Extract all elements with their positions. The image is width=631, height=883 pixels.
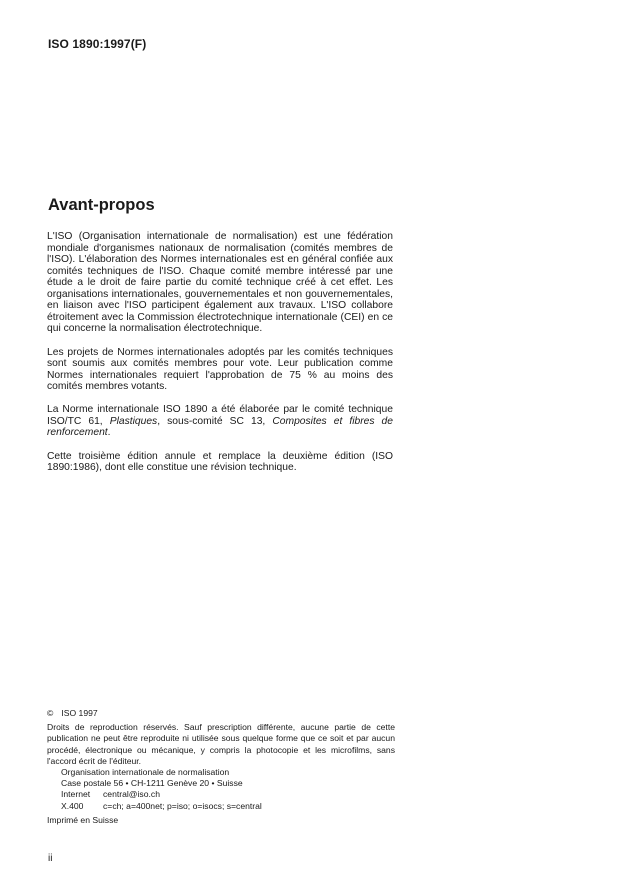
publisher-address [61, 767, 395, 812]
subcommittee-name: Composites et fibres de renforcement [47, 415, 393, 439]
copyright-icon: © [47, 708, 54, 718]
page-number: ii [48, 853, 53, 864]
printed-location: Imprimé en Suisse [47, 814, 119, 825]
paragraph-iso-description: L'ISO (Organisation internationale de normalisation) est une fédération mondiale d'organismes nationaux de normalisation (comités membres de l'ISO). L'élaboration des Normes internationales est en général confiée aux comités techniques de l'ISO. Chaque comité membre intéressé par une étude a le droit de faire partie du comité technique créé à cet effet. Les organisations internationales, gouvernementales et non gouvernementales, en liaison avec l'ISO participent également aux travaux. L'ISO collabore étroitement avec la Commission électrotechnique internationale (CEI) en ce qui concerne la normalisation électrotechnique. [47, 231, 393, 335]
internet-value: central@iso.ch [103, 789, 160, 800]
copyright-line [47, 708, 395, 719]
x400-value: c=ch; a=400net; p=iso; o=isocs; s=central [103, 800, 262, 811]
publisher-name: Organisation internationale de normalisation [61, 767, 230, 778]
committee-text-2: , sous-comité SC 13, [157, 415, 273, 427]
paragraph-committee [47, 404, 393, 439]
document-header-id: ISO 1890:1997(F) [48, 37, 147, 51]
foreword-body [47, 231, 393, 474]
internet-label: Internet [61, 789, 91, 800]
x400-label: X.400 [61, 800, 84, 811]
section-title: Avant-propos [48, 196, 155, 214]
copyright-year: ISO 1997 [61, 708, 98, 718]
committee-name-plastics: Plastiques [109, 415, 158, 427]
paragraph-edition: Cette troisième édition annule et remplace la deuxième édition (ISO 1890:1986), dont elle constitue une révision technique. [47, 450, 393, 474]
committee-text-1: La Norme internationale ISO 1890 a été élaborée par le comité technique ISO/TC 61, [47, 404, 393, 427]
committee-text-3: . [107, 427, 111, 439]
copyright-rights: Droits de reproduction réservés. Sauf prescription différente, aucune partie de cette publication ne peut être reproduite ni utilisée sous quelque forme que ce soit et par aucun procédé, électronique ou mécanique, y compris la photocopie et les microfilms, sans l'accord écrit de l'éditeur. [47, 722, 395, 766]
publisher-postal: Case postale 56 • CH-1211 Genève 20 • Suisse [61, 778, 243, 789]
internet-row [61, 789, 395, 800]
copyright-block [47, 708, 395, 826]
x400-row [61, 801, 395, 812]
paragraph-draft-voting: Les projets de Normes internationales adoptés par les comités techniques sont soumis aux comités membres pour vote. Leur publication comme Normes internationales requiert l'approbation de 75 % au moins des comités membres votants. [47, 346, 393, 393]
